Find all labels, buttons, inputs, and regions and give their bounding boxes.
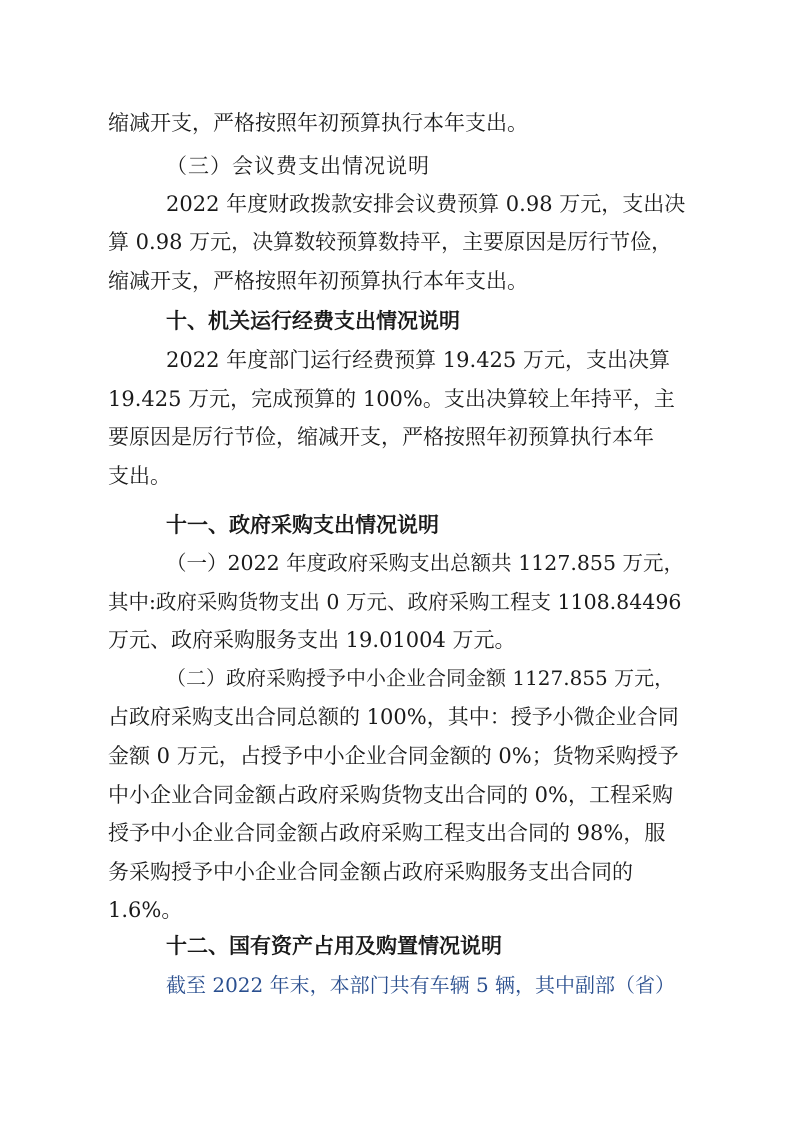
paragraph-line: 占政府采购支出合同总额的 100%，其中：授予小微企业合同 <box>108 705 679 729</box>
section-heading-operating-expenses: 十、机关运行经费支出情况说明 <box>166 309 460 333</box>
paragraph-line: 中小企业合同金额占政府采购货物支出合同的 0%，工程采购 <box>108 783 673 807</box>
paragraph-line: （一）2022 年度政府采购支出总额共 1127.855 万元， <box>166 551 685 575</box>
section-subheading-meeting-fees: （三）会议费支出情况说明 <box>166 154 430 178</box>
paragraph-line: 万元、政府采购服务支出 19.01004 万元。 <box>108 628 516 652</box>
paragraph-line: 要原因是厉行节俭，缩减开支，严格按照年初预算执行本年 <box>108 425 654 449</box>
paragraph-line: 授予中小企业合同金额占政府采购工程支出合同的 98%，服 <box>108 821 666 845</box>
paragraph-line: 支出。 <box>108 464 171 488</box>
paragraph-line: 1.6%。 <box>108 898 183 922</box>
paragraph-line: （二）政府采购授予中小企业合同金额 1127.855 万元， <box>166 666 675 690</box>
section-heading-state-assets: 十二、国有资产占用及购置情况说明 <box>166 934 502 958</box>
paragraph-line: 2022 年度财政拨款安排会议费预算 0.98 万元，支出决 <box>166 192 686 216</box>
paragraph-line: 缩减开支，严格按照年初预算执行本年支出。 <box>108 269 528 293</box>
paragraph-line: 缩减开支，严格按照年初预算执行本年支出。 <box>108 111 528 135</box>
paragraph-line: 务采购授予中小企业合同金额占政府采购服务支出合同的 <box>108 860 633 884</box>
section-heading-government-procurement: 十一、政府采购支出情况说明 <box>166 513 439 537</box>
paragraph-line: 2022 年度部门运行经费预算 19.425 万元，支出决算 <box>166 348 670 372</box>
paragraph-line: 算 0.98 万元，决算数较预算数持平，主要原因是厉行节俭， <box>108 230 673 254</box>
paragraph-line: 19.425 万元，完成预算的 100%。支出决算较上年持平，主 <box>108 387 675 411</box>
paragraph-line: 其中:政府采购货物支出 0 万元、政府采购工程支 1108.84496 <box>108 590 682 614</box>
paragraph-line: 截至 2022 年末，本部门共有车辆 5 辆，其中副部（省） <box>166 973 676 997</box>
paragraph-line: 金额 0 万元，占授予中小企业合同金额的 0%；货物采购授予 <box>108 744 679 768</box>
